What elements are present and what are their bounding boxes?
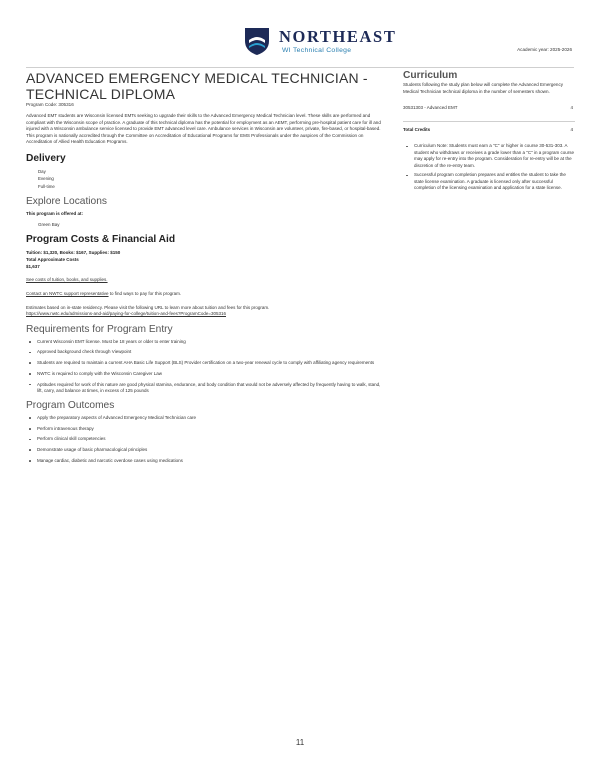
location-item: Green Bay: [38, 221, 60, 227]
location-list: [26, 221, 386, 228]
logo-name: NORTHEAST: [279, 27, 397, 46]
outcome-item: Manage cardiac, diabetic and narcotic overdose cases using medications: [26, 458, 386, 464]
requirement-item: Current Wisconsin EMT license. Must be 18 years or older to enter training: [26, 339, 386, 345]
course-credits: 4: [570, 105, 573, 111]
outcome-item: Demonstrate usage of basic pharmacological principles: [26, 447, 386, 453]
requirement-item: Students are required to maintain a current AHA Basic Life Support (BLS) Provider certification on a two-year renewal cycle to comply with affiliating agency requirements: [26, 360, 386, 366]
contact-rest: to find ways to pay for this program.: [108, 290, 182, 296]
program-code: Program Code: 305316: [26, 102, 74, 107]
college-logo[interactable]: [241, 26, 397, 60]
outcomes-heading: Program Outcomes: [26, 400, 115, 412]
outcome-item: Perform intravenous therapy: [26, 426, 386, 432]
locations-heading: Explore Locations: [26, 195, 107, 207]
academic-year: Academic year: 2025-2026: [517, 47, 572, 52]
total-credits-row: [403, 127, 575, 134]
delivery-heading: Delivery: [26, 152, 66, 164]
curriculum-divider: [403, 121, 575, 122]
delivery-item: Day: [38, 168, 46, 174]
requirement-item: NWTC is required to comply with the Wisconsin Caregiver Law: [26, 371, 386, 377]
offered-label: This program is offered at:: [26, 210, 84, 216]
delivery-item: Full-time: [38, 183, 55, 189]
page-header: [0, 22, 600, 62]
total-cost-label: Total Approximate Costs: [26, 256, 79, 262]
curriculum-note: Curriculum Note: Students must earn a "C" or higher in course 30-531-303. A student who withdraws or receives a grade lower than a "C" in a program course may apply for re-entry into the program. Consideration for re-entry will be at the discretion of the re-entry team.: [403, 143, 575, 169]
curriculum-intro: Students following the study plan below will complete the Advanced Emergency Medical Technician technical diploma in the number of semesters shown.: [403, 82, 563, 94]
course-name: 30531303 - Advanced EMT: [403, 105, 458, 111]
curriculum-notes: [403, 143, 575, 192]
logo-subtitle: WI Technical College: [282, 47, 352, 54]
header-divider: [26, 67, 574, 68]
course-row: [403, 105, 575, 112]
requirements-heading: Requirements for Program Entry: [26, 323, 173, 335]
total-credits-label: Total Credits: [403, 127, 431, 133]
delivery-item: Evening: [38, 176, 54, 182]
contact-link[interactable]: Contact an NWTC support representative: [26, 290, 109, 296]
main-column: [26, 71, 386, 470]
curriculum-note: Successful program completion prepares and entitles the student to take the state license examination. A graduate is licensed only after successful completion of the licensing examination and application for a state license.: [403, 172, 575, 192]
requirement-item: Approved background check through Viewpoint: [26, 349, 386, 355]
see-costs-link[interactable]: See costs of tuition, books, and supplies.: [26, 276, 108, 282]
outcome-item: Apply the preparatory aspects of Advanced Emergency Medical Technician care: [26, 415, 386, 421]
curriculum-sidebar: [403, 70, 575, 195]
program-intro: Advanced EMT students are Wisconsin licensed EMTs seeking to upgrade their skills to the Advanced Emergency Medical Technician level. These skills are performed and compliant with the Wisconsin scope of practice. A graduate of this technical diploma has the potential for employment as an AEMT, performing pre-hospital patient care for ill and injured with a Wisconsin ambulance service licensed to provide EMT advanced level care. Ambulance services in Wisconsin are volunteer, private, fire-based, or hospital-based. This program is nationally accredited through the Committee on Accreditation of Educational Programs for EMS Professionals under the auspices of the Commission on Accreditation of Allied Health Education Programs.: [26, 113, 381, 145]
delivery-list: [26, 168, 386, 190]
requirements-list: [26, 339, 386, 394]
page-number: 11: [295, 738, 305, 747]
page-title: ADVANCED EMERGENCY MEDICAL TECHNICIAN - TECHNICAL DIPLOMA: [26, 70, 368, 102]
total-credits-value: 4: [570, 127, 573, 133]
outcome-item: Perform clinical skill competencies: [26, 436, 386, 442]
tuition-line: Tuition: $1,320, Books: $167, Supplies: $150: [26, 249, 121, 255]
contact-line: [26, 291, 386, 297]
shield-icon: [241, 26, 273, 56]
outcomes-list: [26, 415, 386, 464]
curriculum-heading: Curriculum: [403, 70, 458, 81]
estimate-text: Estimates based on in-state residency. Please visit the following URL to learn more about tuition and fees for this program.: [26, 305, 270, 311]
requirement-item: Aptitudes required for work of this nature are good physical stamina, endurance, and body condition that would not be adversely affected by frequently having to walk, stand, lift, carry, and balance at times, in excess of 125 pounds: [26, 382, 386, 395]
costs-heading: Program Costs & Financial Aid: [26, 233, 176, 245]
tuition-url-link[interactable]: https://www.nwtc.edu/admissions-and-aid/paying-for-college/tuition-and-fees?ProgramCode=305316: [26, 311, 226, 317]
total-cost-value: $1,637: [26, 263, 40, 269]
